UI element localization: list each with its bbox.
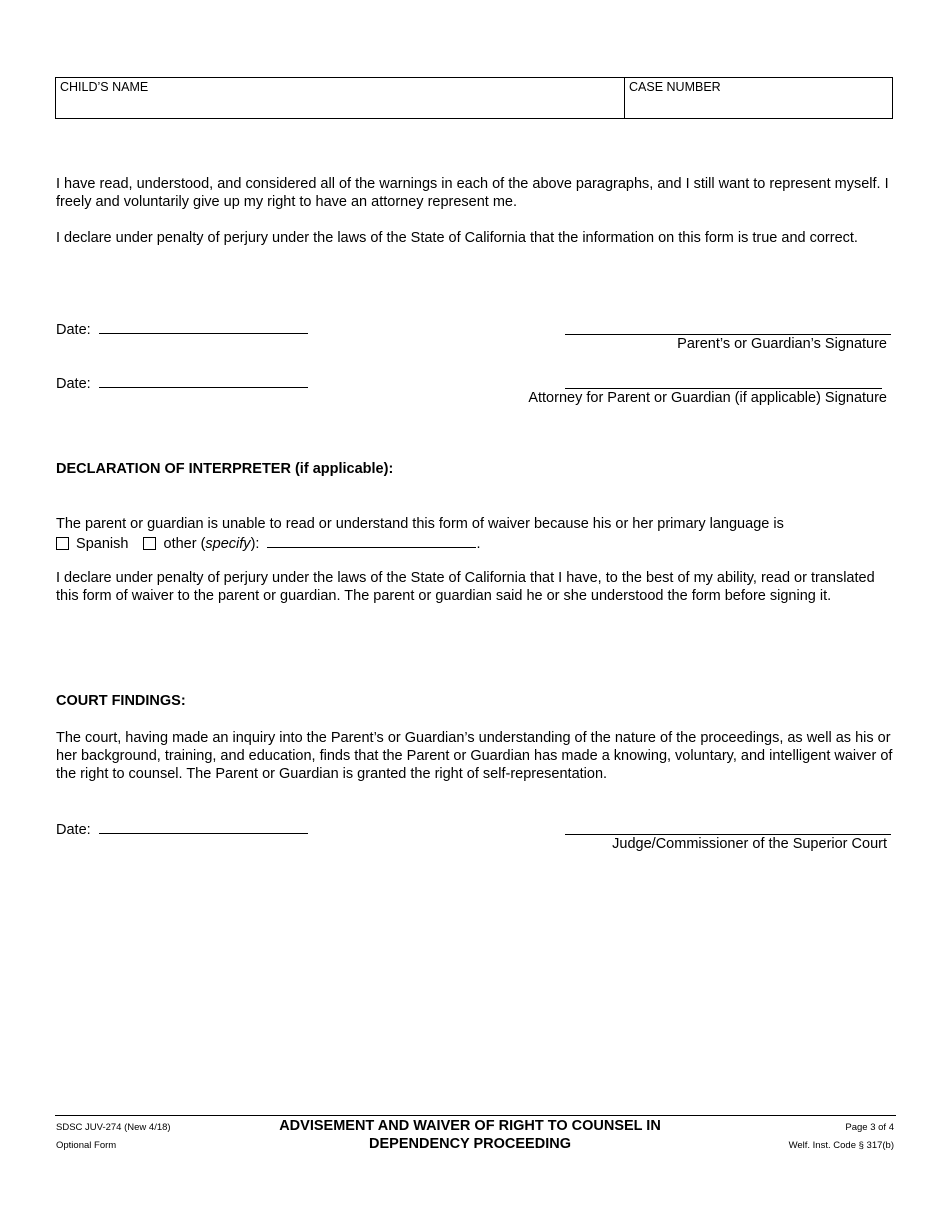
specify-label: specify	[205, 536, 251, 552]
statute-code: Welf. Inst. Code § 317(b)	[788, 1140, 894, 1151]
interpreter-declaration: I declare under penalty of perjury under the laws of the State of California that I have, to the best of my ability, read or translated this form of waiver to the parent or guardian. The parent or guardian said he or she understood the form before signing it.	[56, 570, 875, 604]
page-number: Page 3 of 4	[845, 1122, 894, 1133]
attorney-signature-line[interactable]	[565, 387, 882, 389]
spanish-label: Spanish	[76, 536, 129, 552]
form-type: Optional Form	[56, 1140, 117, 1151]
other-language-checkbox[interactable]	[143, 537, 156, 550]
other-label	[164, 536, 260, 552]
court-findings-heading: COURT FINDINGS:	[56, 693, 186, 709]
date-label: Date:	[56, 822, 91, 838]
interpreter-intro: The parent or guardian is unable to read or understand this form of waiver because his or her primary language is	[56, 516, 784, 532]
case-number-label: CASE NUMBER	[629, 80, 721, 94]
form-title	[240, 1117, 700, 1153]
form-title-line1: ADVISEMENT AND WAIVER OF RIGHT TO COUNSEL IN	[279, 1118, 661, 1134]
date-field-judge[interactable]	[99, 818, 308, 834]
court-findings-text: The court, having made an inquiry into the Parent’s or Guardian’s understanding of the nature of the proceedings, as well as his or her background, training, and education, finds that the Parent or Guardian has made a knowing, voluntary, and intelligent waiver of the right to counsel. The Parent or Guardian is granted the right of self-representation.	[56, 730, 893, 782]
parent-signature-caption: Parent’s or Guardian’s Signature	[677, 336, 887, 352]
judge-signature-line[interactable]	[565, 833, 891, 835]
date-label: Date:	[56, 376, 91, 392]
date-row-attorney	[56, 372, 308, 393]
other-language-field[interactable]	[267, 532, 476, 548]
footer-rule	[55, 1115, 896, 1116]
childs-name-label: CHILD’S NAME	[60, 80, 149, 94]
spanish-checkbox[interactable]	[56, 537, 69, 550]
parent-signature-line[interactable]	[565, 333, 891, 335]
header-divider	[624, 78, 625, 118]
language-options	[56, 532, 480, 553]
period: .	[476, 536, 481, 552]
waiver-paragraph: I have read, understood, and considered all of the warnings in each of the above paragraphs, and I still want to represent myself. I freely and voluntarily give up my right to have an attorney represent me.	[56, 176, 889, 210]
date-field-parent[interactable]	[99, 318, 308, 334]
form-title-line2: DEPENDENCY PROCEEDING	[369, 1136, 571, 1152]
perjury-paragraph: I declare under penalty of perjury under the laws of the State of California that the information on this form is true and correct.	[56, 230, 858, 246]
date-row-judge	[56, 818, 308, 839]
judge-signature-caption: Judge/Commissioner of the Superior Court	[612, 836, 887, 852]
attorney-signature-caption: Attorney for Parent or Guardian (if applicable) Signature	[528, 390, 887, 406]
form-id: SDSC JUV-274 (New 4/18)	[56, 1122, 171, 1133]
date-row-parent	[56, 318, 308, 339]
interpreter-heading: DECLARATION OF INTERPRETER (if applicable):	[56, 461, 394, 477]
case-header-box	[55, 77, 893, 119]
date-label: Date:	[56, 322, 91, 338]
other-label-text: other (	[163, 536, 206, 552]
other-label-close: ):	[250, 536, 260, 552]
date-field-attorney[interactable]	[99, 372, 308, 388]
